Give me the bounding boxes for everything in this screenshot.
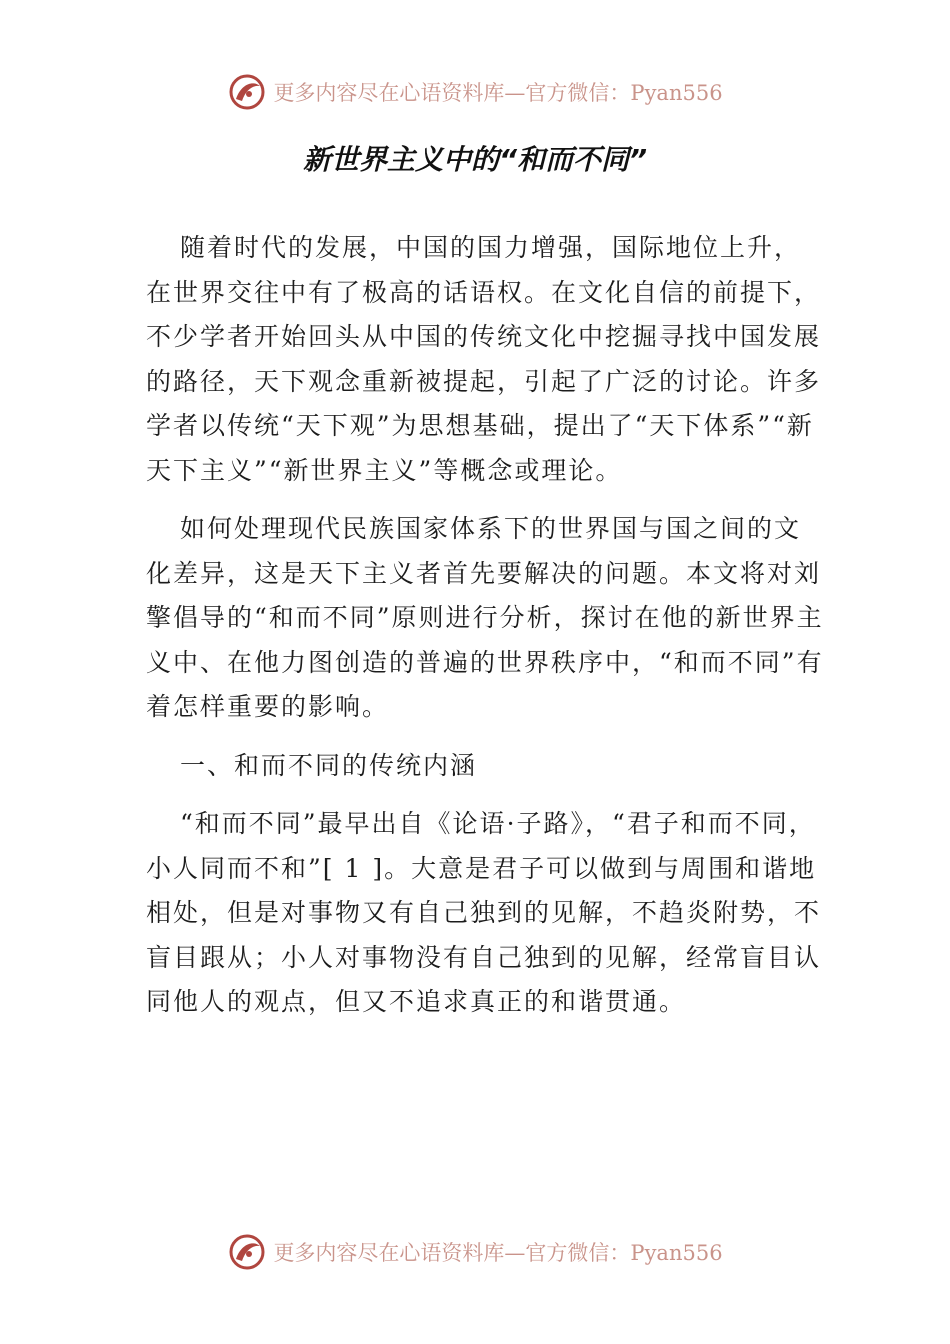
header-watermark-text: 更多内容尽在心语资料库—官方微信：Pyan556 — [273, 81, 723, 105]
paragraph-2: 如何处理现代民族国家体系下的世界国与国之间的文化差异，这是天下主义者首先要解决的问题。本文将对刘擎倡导的“和而不同”原则进行分析，探讨在他的新世界主义中、在他力图创造的普遍的世界秩序中，“和而不同”有着怎样重要的影响。 — [146, 514, 824, 721]
footer-watermark-text: 更多内容尽在心语资料库—官方微信：Pyan556 — [273, 1241, 723, 1265]
footer-watermark — [0, 1230, 950, 1274]
paragraph-1: 随着时代的发展，中国的国力增强，国际地位上升，在世界交往中有了极高的话语权。在文化自信的前提下，不少学者开始回头从中国的传统文化中挖掘寻找中国发展的路径，天下观念重新被提起，引起了广泛的讨论。许多学者以传统“天下观”为思想基础，提出了“天下体系”“新天下主义”“新世界主义”等概念或理论。 — [146, 233, 822, 485]
page-title: 新世界主义中的“和而不同” — [302, 143, 648, 176]
brand-logo-icon — [227, 1232, 267, 1272]
brand-logo-icon — [227, 72, 267, 112]
article-body — [146, 226, 826, 1025]
paragraph-3: “和而不同”最早出自《论语·子路》，“君子和而不同，小人同而不和”[ 1 ]。大意是君子可以做到与周围和谐地相处，但是对事物又有自己独到的见解，不趋炎附势，不盲目跟从；小人对事物没有自己独到的见解，经常盲目认同他人的观点，但又不追求真正的和谐贯通。 — [146, 809, 822, 1016]
section-heading-1: 一、和而不同的传统内涵 — [180, 750, 478, 780]
header-watermark — [0, 70, 950, 114]
